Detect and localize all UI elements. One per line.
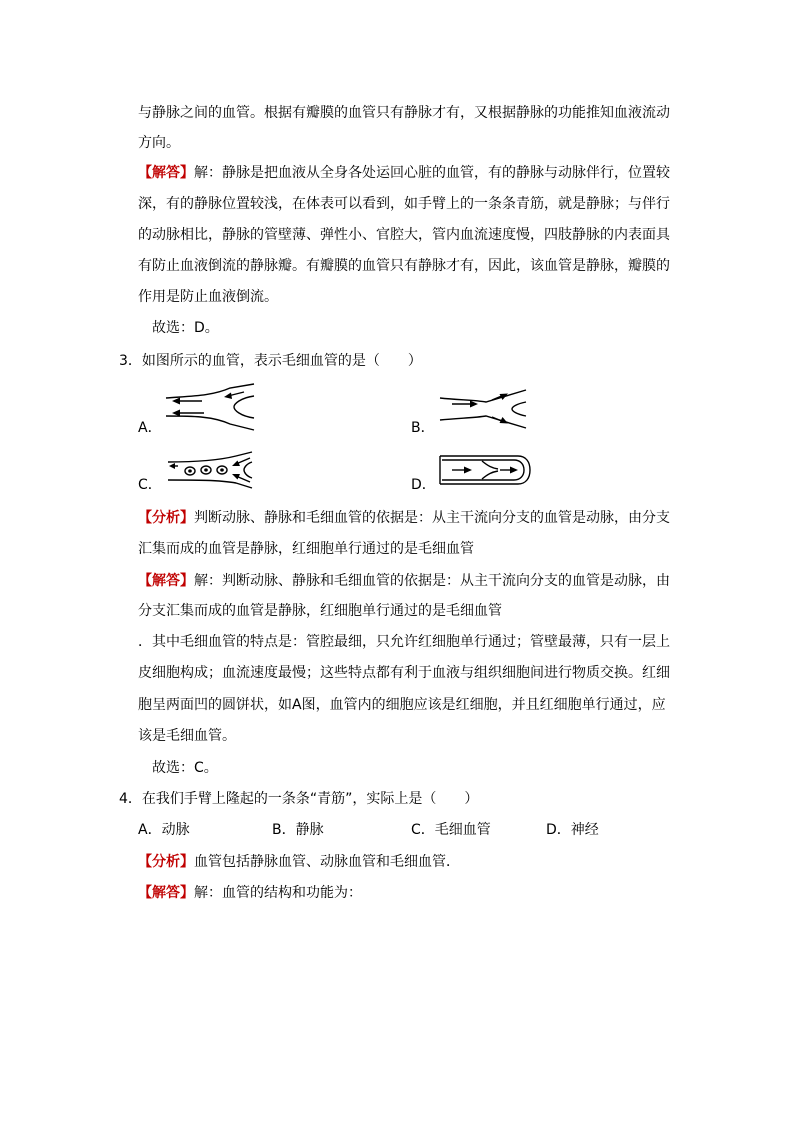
q3-option-a-label: A．: [138, 420, 162, 436]
analysis-text: 判断动脉、静脉和毛细血管的依据是：从主干流向分支的血管是动脉，由分支: [194, 510, 670, 526]
q3-choice: 故选：C。: [152, 760, 218, 776]
q3-answer-line-2: 分支汇集而成的血管是静脉，红细胞单行通过的是毛细血管: [138, 603, 502, 619]
q3-answer-line-3: ．其中毛细血管的特点是：管腔最细，只允许红细胞单行通过；管壁最薄，只有一层上: [138, 634, 670, 650]
q3-answer-line-5: 胞呈两面凹的圆饼状，如A图，血管内的细胞应该是红细胞，并且红细胞单行通过，应: [138, 697, 666, 713]
prev-analysis-line-1: 与静脉之间的血管。根据有瓣膜的血管只有静脉才有，又根据静脉的功能推知血液流动: [138, 105, 670, 121]
answer-text: 解：静脉是把血液从全身各处运回心脏的血管，有的静脉与动脉伴行，位置较: [194, 165, 670, 181]
figure-a-vessel: [162, 382, 262, 432]
q3-option-d-label: D．: [411, 477, 436, 493]
q4-option-c: C．毛细血管: [411, 822, 491, 838]
prev-answer-line-3: 的动脉相比，静脉的管壁薄、弹性小、官腔大，管内血流速度慢，四肢静脉的内表面具: [138, 227, 670, 243]
q3-analysis-line-1: [138, 508, 670, 528]
figure-d-vein-valve: [438, 454, 532, 486]
q4-answer-line-1: [138, 883, 362, 903]
analysis-tag: 【分析】: [138, 510, 194, 526]
q3-option-c-label: C．: [138, 477, 162, 493]
prev-answer-line-2: 深，有的静脉位置较浅，在体表可以看到，如手臂上的一条条青筋，就是静脉；与伴行: [138, 196, 670, 212]
q4-stem: 4．在我们手臂上隆起的一条条“青筋”，实际上是（ ）: [119, 791, 479, 807]
q4-option-b: B．静脉: [272, 822, 324, 838]
analysis-text: 血管包括静脉血管、动脉血管和毛细血管．: [194, 854, 460, 870]
q3-answer-line-1: [138, 571, 670, 591]
answer-tag: 【解答】: [138, 165, 194, 181]
analysis-tag: 【分析】: [138, 854, 194, 870]
q3-stem: 3．如图所示的血管，表示毛细血管的是（ ）: [119, 353, 422, 369]
q3-analysis-line-2: 汇集而成的血管是静脉，红细胞单行通过的是毛细血管: [138, 541, 474, 557]
figure-b-vessel: [438, 388, 530, 430]
prev-answer-line-4: 有防止血液倒流的静脉瓣。有瓣膜的血管只有静脉才有，因此，该血管是静脉，瓣膜的: [138, 258, 670, 274]
answer-text: 解：血管的结构和功能为：: [194, 885, 362, 901]
answer-tag: 【解答】: [138, 885, 194, 901]
prev-choice: 故选：D。: [152, 320, 219, 336]
prev-answer-line-1: [138, 163, 670, 183]
q4-option-a: A．动脉: [138, 822, 190, 838]
q3-answer-line-4: 皮细胞构成；血流速度最慢；这些特点都有利于血液与组织细胞间进行物质交换。红细: [138, 665, 670, 681]
answer-text: 解：判断动脉、静脉和毛细血管的依据是：从主干流向分支的血管是动脉，由: [194, 573, 670, 589]
q4-analysis-line-1: [138, 852, 460, 872]
prev-answer-line-5: 作用是防止血液倒流。: [138, 289, 278, 305]
q3-option-b-label: B．: [411, 420, 435, 436]
q3-answer-line-6: 该是毛细血管。: [138, 728, 236, 744]
answer-tag: 【解答】: [138, 573, 194, 589]
figure-c-capillary: [164, 450, 256, 490]
prev-analysis-line-2: 方向。: [138, 135, 180, 151]
q4-option-d: D．神经: [546, 822, 599, 838]
